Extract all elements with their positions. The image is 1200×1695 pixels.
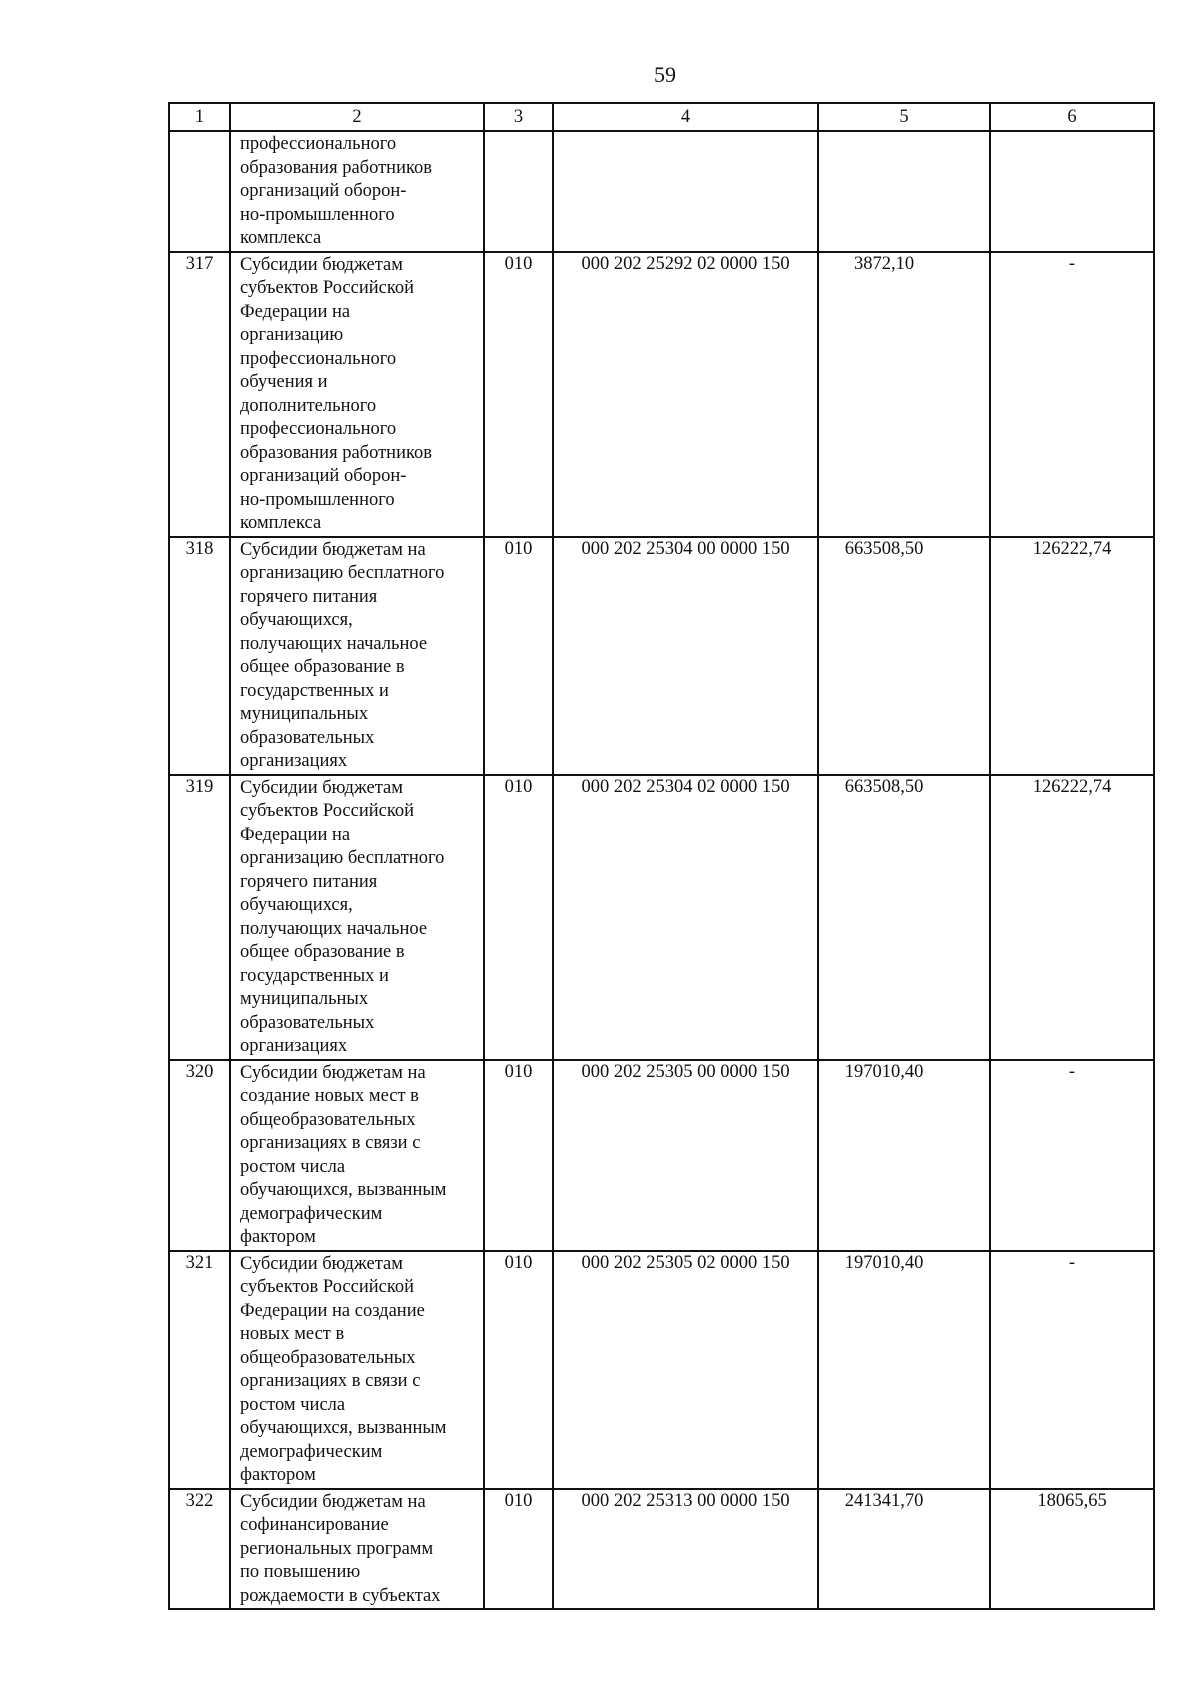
- row-name: [230, 1489, 484, 1610]
- row-amount-1: 197010,40: [818, 1060, 990, 1251]
- row-name-line: субъектов Российской: [240, 801, 415, 821]
- row-budget-code: 000 202 25292 02 0000 150: [553, 252, 818, 537]
- row-name: [230, 252, 484, 537]
- row-amount-1: 197010,40: [818, 1251, 990, 1489]
- header-row: [169, 103, 1154, 131]
- row-admin-code: 010: [484, 1251, 553, 1489]
- budget-table: [168, 102, 1155, 1610]
- row-number: 317: [169, 252, 230, 537]
- row-name-line: государственных и: [240, 965, 389, 986]
- row-name-line: получающих начальное: [240, 918, 428, 939]
- row-name-line: организаций оборон-: [240, 466, 407, 486]
- row-name-line: обучающихся,: [240, 610, 353, 630]
- header-cell-5: 5: [818, 103, 990, 131]
- row-name-line: комплекса: [240, 513, 322, 533]
- table-row: [169, 1251, 1154, 1489]
- row-admin-code: 010: [484, 775, 553, 1060]
- row-name-line: организацию: [240, 325, 344, 345]
- row-name-line: получающих начальное: [240, 633, 428, 654]
- row-name-line: но-промышленного: [240, 489, 395, 510]
- row-number: 320: [169, 1060, 230, 1251]
- row-number: 322: [169, 1489, 230, 1610]
- row-budget-code: 000 202 25304 02 0000 150: [553, 775, 818, 1060]
- row-name: [230, 131, 484, 252]
- row-name-line: общеобразовательных: [240, 1109, 416, 1130]
- table-row: [169, 775, 1154, 1060]
- row-name-line: муниципальных: [240, 704, 369, 724]
- table-row: [169, 1060, 1154, 1251]
- row-admin-code: 010: [484, 1060, 553, 1251]
- row-admin-code: 010: [484, 537, 553, 775]
- row-name-line: горячего питания: [240, 871, 378, 892]
- header-cell-3: 3: [484, 103, 553, 131]
- row-name-line: профессионального: [240, 419, 397, 439]
- row-name-line: фактором: [240, 1465, 316, 1485]
- row-name: [230, 537, 484, 775]
- row-name-line: организациях: [240, 751, 348, 771]
- row-amount-2: -: [990, 1251, 1154, 1489]
- row-admin-code: 010: [484, 252, 553, 537]
- row-name-line: Федерации на создание: [240, 1300, 425, 1321]
- row-number: [169, 131, 230, 252]
- table-row: [169, 537, 1154, 775]
- row-name-line: государственных и: [240, 680, 389, 701]
- row-name-line: образовательных: [240, 727, 375, 748]
- row-name-line: субъектов Российской: [240, 278, 415, 298]
- row-name-line: дополнительного: [240, 395, 377, 416]
- row-name-line: организаций оборон-: [240, 181, 407, 201]
- row-name-line: обучающихся, вызванным: [240, 1418, 447, 1438]
- row-name-line: демографическим: [240, 1203, 383, 1224]
- row-amount-2: -: [990, 252, 1154, 537]
- row-name-line: Федерации на: [240, 824, 351, 845]
- row-name-line: обучающихся, вызванным: [240, 1180, 447, 1200]
- row-name-line: организацию бесплатного: [240, 848, 445, 868]
- row-name-line: образования работников: [240, 442, 433, 463]
- header-cell-2: 2: [230, 103, 484, 131]
- row-name-line: общее образование в: [240, 657, 405, 677]
- row-name-line: ростом числа: [240, 1156, 346, 1177]
- row-name-line: рождаемости в субъектах: [240, 1585, 441, 1606]
- row-name-line: организацию бесплатного: [240, 563, 445, 583]
- row-budget-code: 000 202 25304 00 0000 150: [553, 537, 818, 775]
- row-amount-2: -: [990, 1060, 1154, 1251]
- row-name-line: организациях в связи с: [240, 1371, 421, 1391]
- row-name-line: софинансирование: [240, 1515, 389, 1535]
- row-name-line: общее образование в: [240, 942, 405, 962]
- table-body: [169, 103, 1154, 1609]
- row-name-line: общеобразовательных: [240, 1347, 416, 1368]
- row-budget-code: 000 202 25313 00 0000 150: [553, 1489, 818, 1610]
- row-name-line: Субсидии бюджетам: [240, 1253, 403, 1274]
- header-cell-6: 6: [990, 103, 1154, 131]
- row-budget-code: [553, 131, 818, 252]
- row-amount-1: 3872,10: [818, 252, 990, 537]
- table-row: [169, 1489, 1154, 1610]
- table-row: [169, 252, 1154, 537]
- row-name: [230, 775, 484, 1060]
- row-number: 319: [169, 775, 230, 1060]
- row-amount-1: 663508,50: [818, 537, 990, 775]
- row-name-line: фактором: [240, 1227, 316, 1247]
- page-number: 59: [654, 62, 676, 87]
- row-name-line: но-промышленного: [240, 204, 395, 225]
- row-number: 318: [169, 537, 230, 775]
- row-amount-1: 241341,70: [818, 1489, 990, 1610]
- row-budget-code: 000 202 25305 00 0000 150: [553, 1060, 818, 1251]
- row-amount-2: 18065,65: [990, 1489, 1154, 1610]
- row-name-line: региональных программ: [240, 1538, 434, 1559]
- row-name-line: Субсидии бюджетам на: [240, 1491, 426, 1512]
- row-amount-1: [818, 131, 990, 252]
- row-amount-2: 126222,74: [990, 775, 1154, 1060]
- row-name-line: образовательных: [240, 1012, 375, 1033]
- row-name-line: новых мест в: [240, 1324, 345, 1344]
- row-name: [230, 1060, 484, 1251]
- row-name-line: образования работников: [240, 157, 433, 178]
- row-name-line: демографическим: [240, 1441, 383, 1462]
- header-cell-4: 4: [553, 103, 818, 131]
- row-admin-code: [484, 131, 553, 252]
- row-name-line: профессионального: [240, 134, 397, 154]
- row-name-line: Субсидии бюджетам на: [240, 1062, 426, 1083]
- row-name-line: организациях в связи с: [240, 1133, 421, 1153]
- row-name-line: Субсидии бюджетам: [240, 254, 403, 275]
- row-name-line: Субсидии бюджетам на: [240, 539, 426, 560]
- row-name-line: муниципальных: [240, 989, 369, 1009]
- row-name-line: субъектов Российской: [240, 1277, 415, 1297]
- row-amount-1: 663508,50: [818, 775, 990, 1060]
- row-name-line: организациях: [240, 1036, 348, 1056]
- row-name-line: профессионального: [240, 348, 397, 369]
- row-name-line: обучающихся,: [240, 895, 353, 915]
- row-number: 321: [169, 1251, 230, 1489]
- row-amount-2: 126222,74: [990, 537, 1154, 775]
- row-budget-code: 000 202 25305 02 0000 150: [553, 1251, 818, 1489]
- row-name-line: создание новых мест в: [240, 1086, 419, 1106]
- row-name-line: по повышению: [240, 1562, 361, 1582]
- row-name-line: обучения и: [240, 372, 328, 392]
- row-admin-code: 010: [484, 1489, 553, 1610]
- table-row: [169, 131, 1154, 252]
- header-cell-1: 1: [169, 103, 230, 131]
- row-name-line: комплекса: [240, 228, 322, 248]
- row-name: [230, 1251, 484, 1489]
- row-name-line: Субсидии бюджетам: [240, 777, 403, 798]
- row-name-line: Федерации на: [240, 301, 351, 322]
- row-name-line: горячего питания: [240, 586, 378, 607]
- row-amount-2: [990, 131, 1154, 252]
- row-name-line: ростом числа: [240, 1394, 346, 1415]
